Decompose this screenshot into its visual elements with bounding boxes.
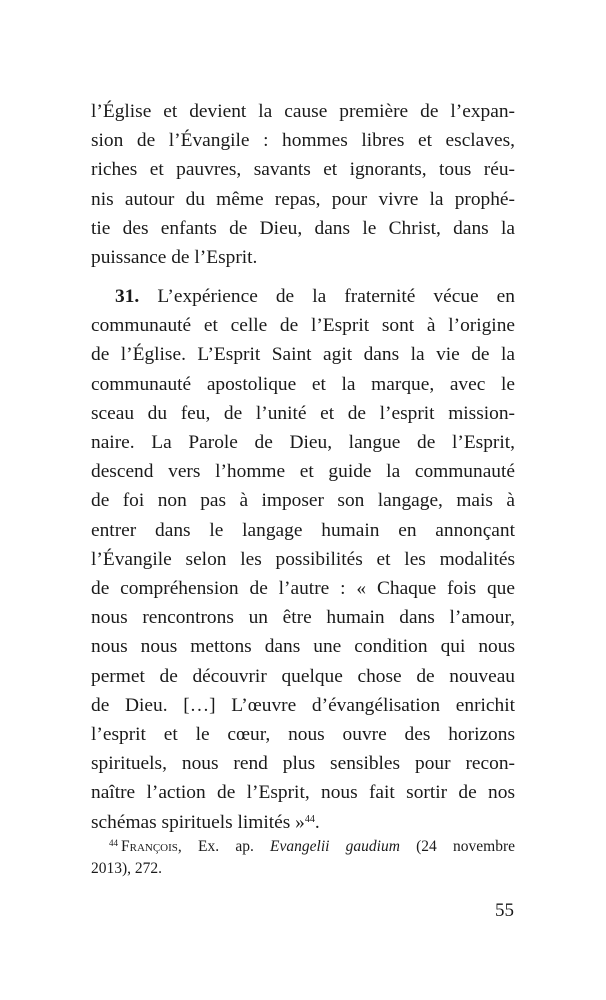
text-line: sceau du feu, de l’unité et de l’esprit mission- — [91, 402, 515, 424]
text-fragment: . — [314, 811, 320, 833]
text-line: de compréhension de l’autre : « Chaque fois que — [91, 578, 515, 600]
footnote-text: (24 novembre — [399, 838, 515, 855]
paragraph-number: 31. — [115, 286, 140, 307]
text-line: naire. La Parole de Dieu, langue de l’Esprit, — [91, 432, 515, 454]
text-line: de Dieu. […] L’œuvre d’évangélisation enrichit — [91, 694, 515, 716]
text-line: descend vers l’homme et guide la communauté — [91, 461, 515, 483]
footnote-marker: 44 — [109, 838, 118, 848]
footnote-reference[interactable]: 44 — [304, 813, 315, 825]
text-line: permet de découvrir quelque chose de nouveau — [91, 665, 515, 687]
text-line: riches et pauvres, savants et ignorants, tous réu- — [91, 159, 515, 181]
text-line: l’Église et devient la cause première de l’expan- — [91, 101, 515, 122]
footnote — [91, 832, 515, 880]
text-line: communauté et celle de l’Esprit sont à l’origine — [91, 315, 515, 337]
text-line: nis autour du même repas, pour vivre la prophé- — [91, 188, 515, 210]
footnote-line: 2013), 272. — [91, 860, 163, 877]
footnote-title: Evangelii gaudium — [270, 838, 400, 855]
text-line: nous rencontrons un être humain dans l’amour, — [91, 607, 515, 629]
footnote-text: , Ex. ap. — [177, 838, 271, 855]
text-line: communauté apostolique et la marque, avec le — [91, 373, 515, 395]
footnote-line — [91, 832, 515, 858]
text-fragment: L’expérience de la fraternité vécue en — [139, 286, 515, 307]
text-line: tie des enfants de Dieu, dans le Christ, dans la — [91, 217, 515, 239]
text-fragment: schémas spirituels limités » — [91, 811, 305, 833]
footnote-author: François — [121, 838, 178, 855]
text-line: de foi non pas à imposer son langage, mais à — [91, 490, 515, 512]
paragraph-31 — [91, 282, 515, 837]
text-line-first — [91, 282, 515, 311]
text-line: naître l’action de l’Esprit, nous fait sortir de nos — [91, 782, 515, 804]
text-line: de l’Église. L’Esprit Saint agit dans la vie de la — [91, 344, 515, 366]
text-line: sion de l’Évangile : hommes libres et esclaves, — [91, 130, 515, 152]
text-line: spirituels, nous rend plus sensibles pour recon- — [91, 753, 515, 775]
text-line: entrer dans le langage humain en annonçant — [91, 519, 515, 541]
text-line: puissance de l’Esprit. — [91, 247, 258, 269]
text-line: nous nous mettons dans une condition qui nous — [91, 636, 515, 658]
text-line: l’Évangile selon les possibilités et les modalités — [91, 548, 515, 570]
page-number: 55 — [495, 900, 514, 921]
text-line: l’esprit et le cœur, nous ouvre des horizons — [91, 724, 515, 746]
paragraph-1 — [91, 97, 515, 272]
